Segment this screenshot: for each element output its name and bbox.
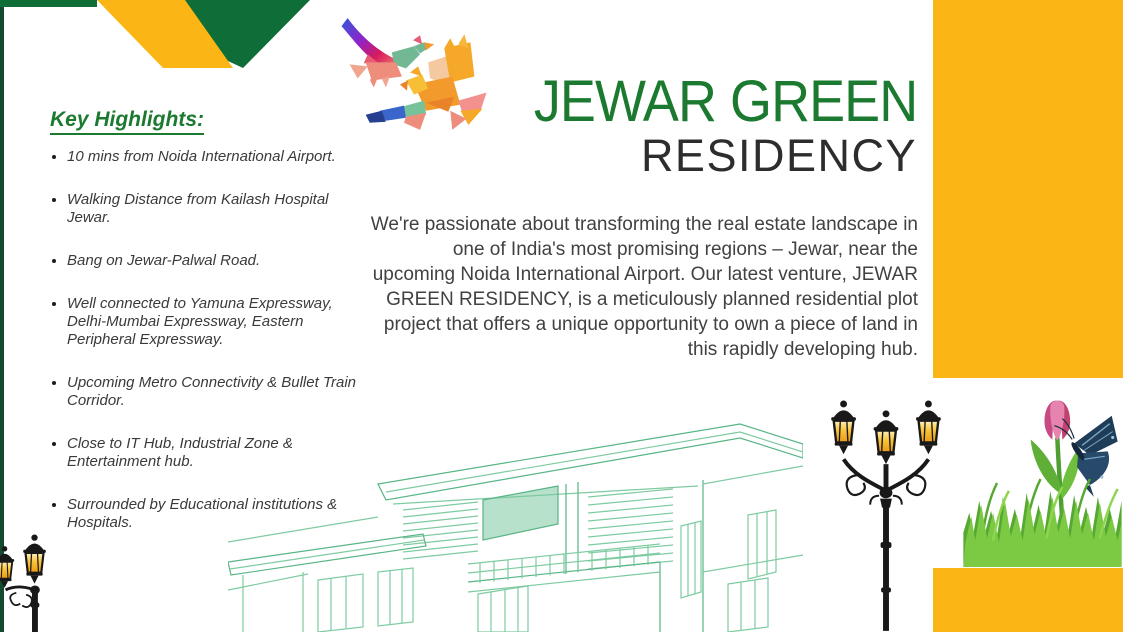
highlight-item: • 10 mins from Noida International Airport. [67, 148, 362, 166]
tulip-icon [1044, 401, 1070, 441]
intro-paragraph: We're passionate about transforming the real estate landscape in one of India's most promising regions – Jewar, near the upcoming Noida International Airport. Our latest venture, JEWAR GREEN RESIDENCY, is a meticulously planned residential plot project that offers a unique opportunity to own a piece of land in this rapidly developing hub. [370, 214, 918, 360]
key-highlights-heading: Key Highlights: [50, 108, 204, 132]
street-lamp-triple-icon [812, 393, 960, 632]
grass-icon [963, 479, 1121, 567]
house-wireframe-icon [228, 422, 803, 632]
highlight-item: • Upcoming Metro Connectivity & Bullet Train Corridor. [67, 374, 362, 410]
nature-decor [962, 394, 1123, 572]
highlight-item: • Bang on Jewar-Palwal Road. [67, 252, 362, 270]
highlight-item: • Walking Distance from Kailash Hospital Jewar. [67, 191, 362, 227]
highlight-item: • Surrounded by Educational institutions & Hospitals. [67, 496, 362, 532]
highlight-item: • Close to IT Hub, Industrial Zone & Entertainment hub. [67, 435, 362, 471]
highlight-item: • Well connected to Yamuna Expressway, Delhi-Mumbai Expressway, Eastern Peripheral Expressway. [67, 295, 362, 349]
street-lamp-double-icon [0, 534, 75, 632]
corner-ribbon-icon [0, 0, 320, 70]
project-title [505, 69, 917, 182]
yellow-panel-top-right [933, 0, 1123, 378]
project-title-line1: JEWAR GREEN [533, 69, 917, 134]
project-title-line2: RESIDENCY [640, 130, 917, 182]
yellow-panel-bottom-right [933, 568, 1123, 632]
